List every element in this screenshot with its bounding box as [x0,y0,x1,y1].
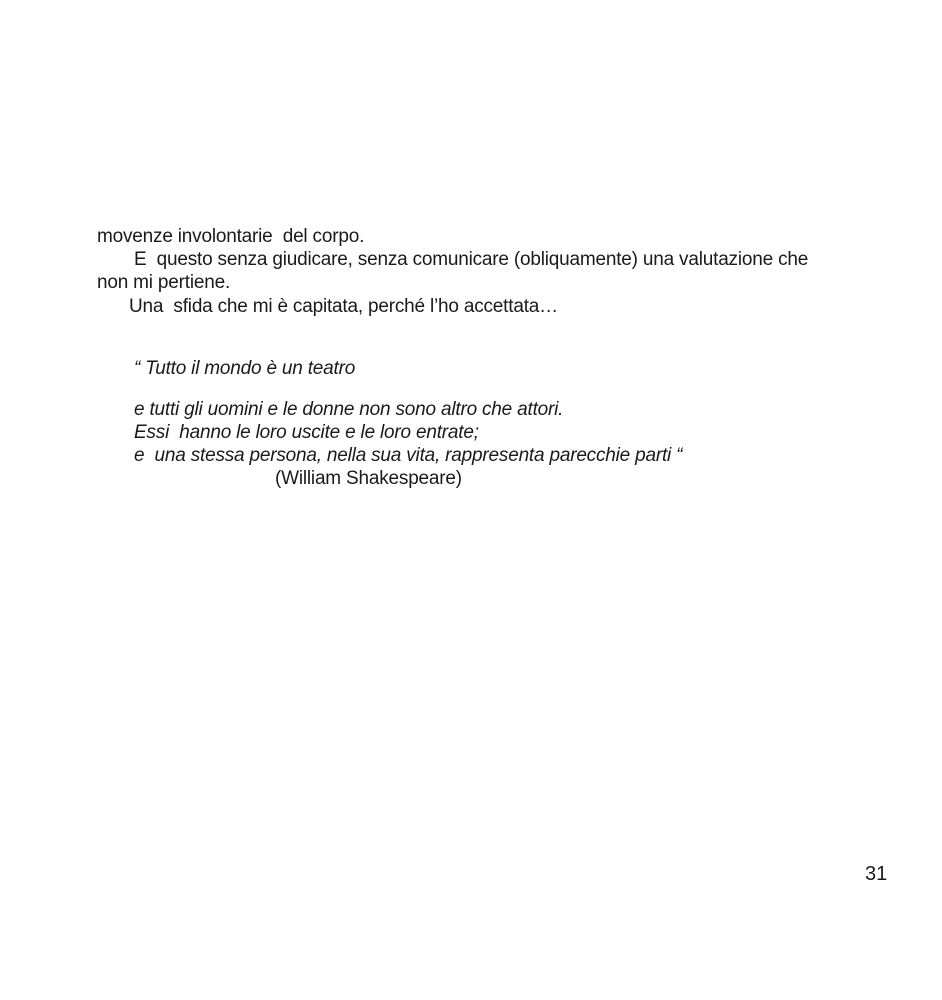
body-line-1: movenze involontarie del corpo. [97,226,365,247]
quote-line-4: e una stessa persona, nella sua vita, rappresenta parecchie parti “ [134,445,683,466]
quote-line-1: “ Tutto il mondo è un teatro [134,358,356,379]
body-line-4: Una sfida che mi è capitata, perché l’ho accettata… [129,296,558,317]
quote-line-3: Essi hanno le loro uscite e le loro entrate; [134,422,479,443]
quote-line-2: e tutti gli uomini e le donne non sono altro che attori. [134,399,564,420]
body-line-3: non mi pertiene. [97,272,231,293]
body-line-2: E questo senza giudicare, senza comunicare (obliquamente) una valutazione che [134,249,809,270]
quote-attribution: (William Shakespeare) [275,468,462,489]
page-number: 31 [865,863,888,885]
